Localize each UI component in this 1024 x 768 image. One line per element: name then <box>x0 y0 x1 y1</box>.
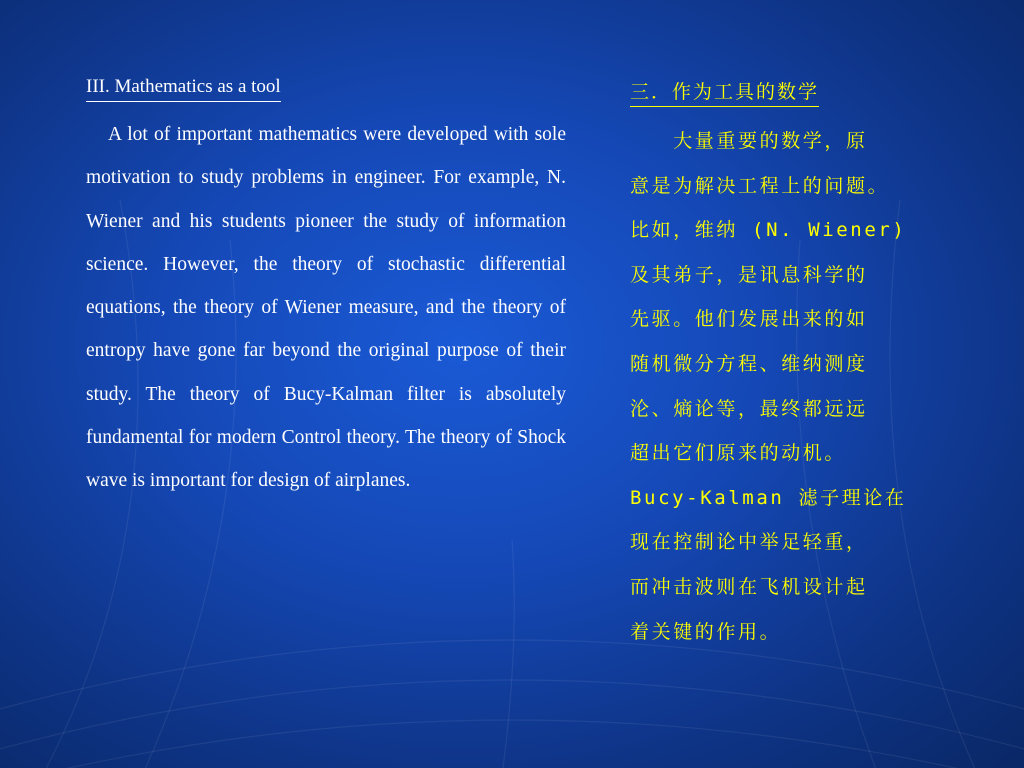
chinese-paragraph-line: 及其弟子，是讯息科学的 <box>630 263 868 286</box>
chinese-column <box>630 78 970 654</box>
english-paragraph: A lot of important mathematics were developed with sole motivation to study problems in engineer. For example, N. Wiener and his students pioneer the study of information science. However, the theory of stochastic differential equations, the theory of Wiener measure, and the theory of entropy have gone far beyond the original purpose of their study. The theory of Bucy-Kalman filter is absolutely fundamental for modern Control theory. The theory of Shock wave is important for design of airplanes. <box>86 124 566 492</box>
english-heading: III. Mathematics as a tool <box>86 74 281 102</box>
chinese-paragraph-line: 大量重要的数学，原 <box>630 130 868 152</box>
chinese-paragraph-line: 比如，维纳 (N. Wiener) <box>630 219 907 242</box>
chinese-heading: 三．作为工具的数学 <box>630 78 819 107</box>
chinese-paragraph-line: 现在控制论中举足轻重， <box>630 531 868 554</box>
english-column <box>86 74 566 503</box>
chinese-paragraph-line: 随机微分方程、维纳测度 <box>630 352 868 375</box>
chinese-paragraph-line: 着关键的作用。 <box>630 620 782 643</box>
chinese-paragraph <box>630 119 970 654</box>
chinese-paragraph-line: 而冲击波则在飞机设计起 <box>630 575 868 598</box>
chinese-paragraph-line: 意是为解决工程上的问题。 <box>630 174 890 197</box>
chinese-paragraph-line: 超出它们原来的动机。 <box>630 442 847 465</box>
chinese-paragraph-line: 沦、熵论等，最终都远远 <box>630 397 868 420</box>
chinese-paragraph-line: Bucy-Kalman 滤子理论在 <box>630 486 907 509</box>
chinese-paragraph-line: 先驱。他们发展出来的如 <box>630 308 868 331</box>
